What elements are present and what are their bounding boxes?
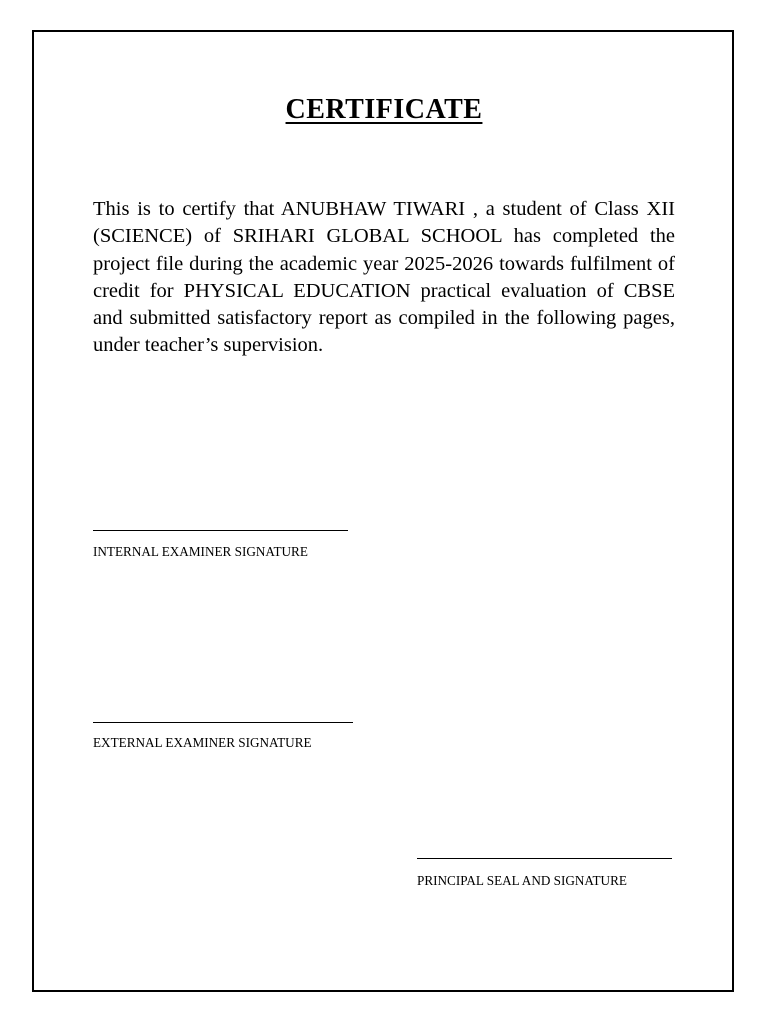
- principal-seal-label: PRINCIPAL SEAL AND SIGNATURE: [417, 873, 627, 888]
- certificate-body: This is to certify that ANUBHAW TIWARI , a student of Class XII (SCIENCE) of SRIHARI GLOBAL SCHOOL has completed the project file during the academic year 2025-2026 towards fulfilment of credit for PHYSICAL EDUCATION practical evaluation of CBSE and submitted satisfactory report as compiled in the following pages, under teacher’s supervision.: [93, 198, 675, 357]
- internal-examiner-label: INTERNAL EXAMINER SIGNATURE: [93, 544, 308, 559]
- certificate-title-text: CERTIFICATE: [285, 94, 483, 125]
- certificate-title: [0, 94, 768, 126]
- internal-signature-line: [93, 530, 348, 531]
- page-border: [32, 30, 734, 992]
- external-signature-line: [93, 722, 353, 723]
- principal-signature-line: [417, 858, 672, 859]
- external-examiner-label: EXTERNAL EXAMINER SIGNATURE: [93, 735, 312, 750]
